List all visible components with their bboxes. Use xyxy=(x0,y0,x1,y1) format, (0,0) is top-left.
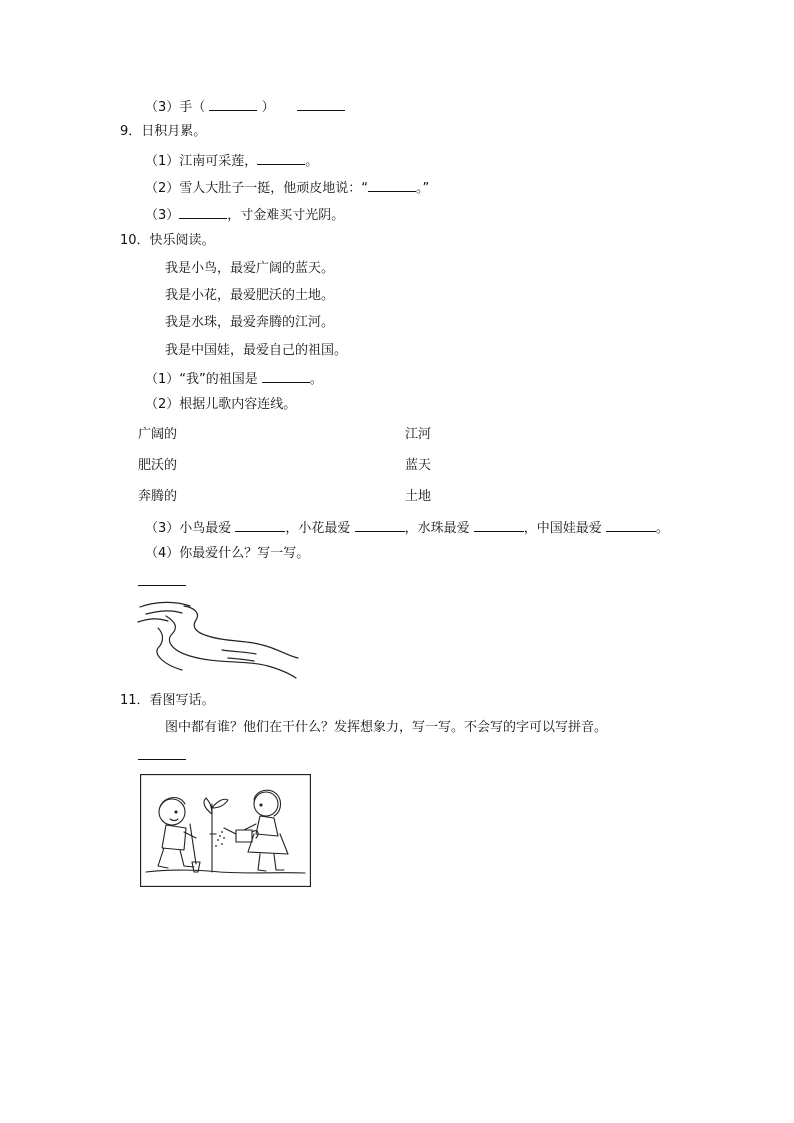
match-left-item[interactable]: 广阔的 xyxy=(138,427,178,442)
poem-line: 我是小鸟，最爱广阔的蓝天。 xyxy=(165,261,335,276)
poem-line: 我是水珠，最爱奔腾的江河。 xyxy=(165,315,335,330)
q10-sub3: （3）小鸟最爱 ，小花最爱 ，水珠最爱 ，中国娃最爱 。 xyxy=(145,518,669,538)
q10-sub1: （1）“我”的祖国是 。 xyxy=(145,369,323,389)
match-right-item[interactable]: 土地 xyxy=(405,489,432,504)
planting-tree-illustration xyxy=(140,774,311,887)
q9-item2: （2）雪人大肚子一挺，他顽皮地说：“ 。” xyxy=(145,178,429,198)
answer-blank[interactable] xyxy=(179,205,227,219)
q9-item1: （1）江南可采莲， 。 xyxy=(145,151,318,171)
answer-blank[interactable] xyxy=(257,151,305,165)
q9-item3: （3） ，寸金难买寸光阴。 xyxy=(145,205,344,225)
q11-answer xyxy=(138,746,186,766)
answer-blank[interactable] xyxy=(138,572,186,586)
match-left-item[interactable]: 奔腾的 xyxy=(138,489,178,504)
q11-title: 11．看图写话。 xyxy=(120,693,215,708)
poem-line: 我是小花，最爱肥沃的土地。 xyxy=(165,288,335,303)
match-right-item[interactable]: 江河 xyxy=(405,427,432,442)
q8-item3: （3）手（ ） xyxy=(145,97,345,117)
answer-blank[interactable] xyxy=(474,518,524,532)
q10-sub2: （2）根据儿歌内容连线。 xyxy=(145,397,297,412)
answer-blank[interactable] xyxy=(606,518,656,532)
answer-blank[interactable] xyxy=(297,97,345,111)
answer-blank[interactable] xyxy=(262,369,310,383)
answer-blank[interactable] xyxy=(138,746,186,760)
answer-blank[interactable] xyxy=(209,97,257,111)
q10-title: 10．快乐阅读。 xyxy=(120,233,215,248)
river-illustration xyxy=(136,598,301,680)
q11-prompt: 图中都有谁？他们在干什么？发挥想象力，写一写。不会写的字可以写拼音。 xyxy=(165,720,608,735)
answer-blank[interactable] xyxy=(355,518,405,532)
q9-title: 9．日积月累。 xyxy=(120,124,207,139)
poem-line: 我是中国娃，最爱自己的祖国。 xyxy=(165,343,348,358)
answer-blank[interactable] xyxy=(368,178,416,192)
match-right-item[interactable]: 蓝天 xyxy=(405,458,432,473)
match-left-item[interactable]: 肥沃的 xyxy=(138,458,178,473)
q10-sub4: （4）你最爱什么？写一写。 xyxy=(145,546,310,561)
q10-sub4-answer xyxy=(138,572,186,592)
answer-blank[interactable] xyxy=(235,518,285,532)
